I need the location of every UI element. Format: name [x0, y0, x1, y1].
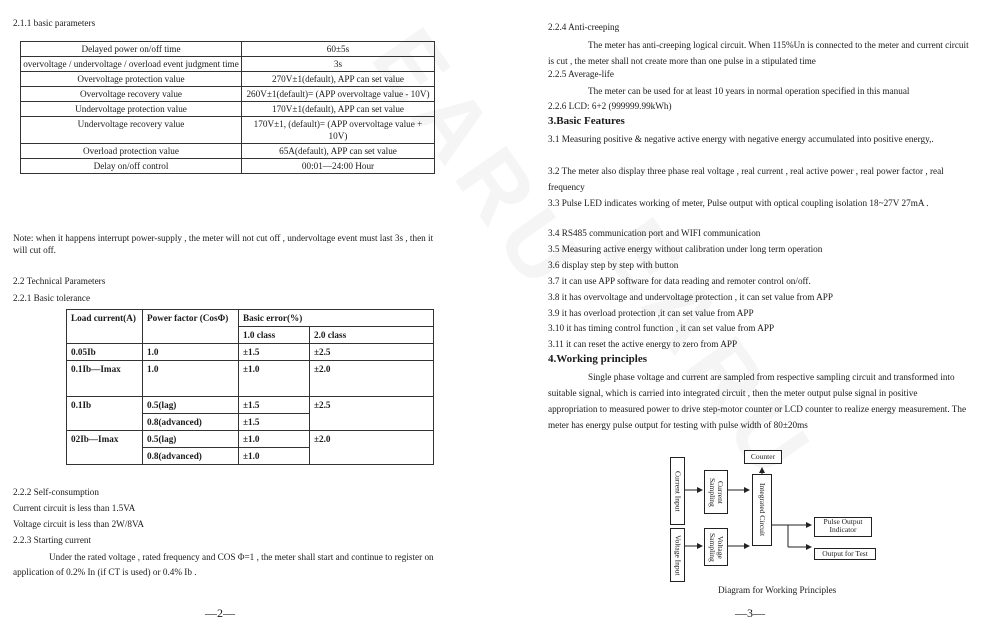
basic-parameters-table: [20, 41, 435, 174]
table-cell: ±1.0: [239, 361, 310, 397]
table-cell: 0.5(lag): [143, 431, 239, 448]
table-cell: 0.5(lag): [143, 397, 239, 414]
table-cell: 00:01—24:00 Hour: [242, 159, 435, 174]
table-cell: 0.05Ib: [67, 344, 143, 361]
table-header: 2.0 class: [310, 327, 434, 344]
heading-basic-features: 3.Basic Features: [548, 115, 625, 127]
diagram-caption: Diagram for Working Principles: [718, 585, 837, 595]
table-header: Load current(A): [67, 310, 143, 344]
table-cell: ±1.5: [239, 397, 310, 414]
right-page: [530, 0, 1000, 625]
body-text: The meter can be used for at least 10 years in normal operation specified in this manual: [588, 86, 910, 96]
table-header: 1.0 class: [239, 327, 310, 344]
basic-tolerance-table: [66, 309, 434, 465]
table-cell: 65A(default), APP can set value: [242, 144, 435, 159]
body-text: The meter has anti-creeping logical circuit. When 115%Un is connected to the meter and current circuit is cut , the meter shall not create more than one pulse in a stipulated time: [548, 40, 969, 66]
feature-item: 3.4 RS485 communication port and WIFI communication: [548, 228, 761, 238]
table-row: [67, 310, 434, 327]
table-cell: Delay on/off control: [21, 159, 242, 174]
body-text: Voltage circuit is less than 2W/8VA: [13, 519, 145, 529]
feature-item: 3.7 it can use APP software for data reading and remoter control on/off.: [548, 276, 811, 286]
section-heading: 2.1.1 basic parameters: [13, 18, 96, 28]
table-row: [21, 102, 435, 117]
table-header: Basic error(%): [239, 310, 434, 327]
table-cell: ±2.5: [310, 344, 434, 361]
table-cell: Undervoltage recovery value: [21, 117, 242, 144]
table-cell: ±1.5: [239, 414, 310, 431]
table-cell: 3s: [242, 57, 435, 72]
table-cell: 0.8(advanced): [143, 448, 239, 465]
feature-item: 3.2 The meter also display three phase real voltage , real current , real active power , real power factor , real frequency: [548, 166, 944, 192]
diagram-voltage-input: Voltage Input: [670, 528, 685, 582]
table-cell: 0.1Ib—Imax: [67, 361, 143, 397]
section-heading: 2.2.1 Basic tolerance: [13, 293, 91, 303]
table-cell: 260V±1(default)= (APP overvoltage value - 10V): [242, 87, 435, 102]
table-cell: 170V±1, (default)= (APP overvoltage value + 10V): [242, 117, 435, 144]
table-cell: 170V±1(default), APP can set value: [242, 102, 435, 117]
table-row: [21, 159, 435, 174]
page-number: —2—: [205, 606, 235, 620]
table-row: [21, 57, 435, 72]
section-heading: 2.2.2 Self-consumption: [13, 487, 99, 497]
table-cell: 60±5s: [242, 42, 435, 57]
left-page: [0, 0, 470, 625]
table-cell: ±1.0: [239, 448, 310, 465]
table-cell: Overvoltage protection value: [21, 72, 242, 87]
table-cell: 0.8(advanced): [143, 414, 239, 431]
feature-item: 3.9 it has overload protection ,it can set value from APP: [548, 308, 754, 318]
table-cell: Overload protection value: [21, 144, 242, 159]
table-cell: ±1.5: [239, 344, 310, 361]
table-cell: 0.1Ib: [67, 397, 143, 431]
table-row: [67, 431, 434, 448]
body-text: Current circuit is less than 1.5VA: [13, 503, 136, 513]
section-heading: 2.2.3 Starting current: [13, 535, 92, 545]
body-text: Single phase voltage and current are sampled from respective sampling circuit and transformed into suitable signal, which is carried into integrated circuit , then the meter output pulse signal in positive appropriation to measured power to drive step-motor counter or LCD counter to realize energy measurement. The meter has energy pulse output for testing with pulse width of 80±20ms: [548, 372, 967, 430]
section-heading: 2.2.4 Anti-creeping: [548, 22, 620, 32]
body-text: Under the rated voltage , rated frequency and COS Φ=1 , the meter shall start and continue to register on application of 0.2% In (if CT is used) or 0.4% Ib .: [13, 552, 434, 577]
table-cell: ±2.5: [310, 397, 434, 431]
heading-working-principles: 4.Working principles: [548, 353, 648, 365]
table-cell: 1.0: [143, 361, 239, 397]
feature-item: 3.8 it has overvoltage and undervoltage protection , it can set value from APP: [548, 292, 833, 302]
feature-item: 3.5 Measuring active energy without calibration under long term operation: [548, 244, 823, 254]
table-header: Power factor (CosΦ): [143, 310, 239, 344]
page-number: —3—: [735, 606, 765, 620]
table-cell: overvoltage / undervoltage / overload event judgment time: [21, 57, 242, 72]
table-cell: 02Ib—Imax: [67, 431, 143, 465]
table-row: [21, 87, 435, 102]
feature-item: 3.1 Measuring positive & negative active energy with negative energy accumulated into positive energy,.: [548, 134, 934, 144]
table-cell: Undervoltage protection value: [21, 102, 242, 117]
diagram-output-test: Output for Test: [814, 548, 876, 560]
diagram-voltage-sampling: Voltage Sampling: [704, 528, 728, 566]
table-row: [21, 42, 435, 57]
table-cell: 1.0: [143, 344, 239, 361]
note-text: Note: when it happens interrupt power-supply , the meter will not cut off , undervoltage event must last 3s , then it will cut off.: [13, 233, 434, 255]
table-cell: ±2.0: [310, 431, 434, 465]
table-cell: ±2.0: [310, 361, 434, 397]
table-cell: Overvoltage recovery value: [21, 87, 242, 102]
diagram-pulse-output: Pulse Output Indicator: [814, 517, 872, 537]
table-row: [21, 144, 435, 159]
feature-item: 3.10 it has timing control function , it can set value from APP: [548, 323, 775, 333]
table-cell: ±1.0: [239, 431, 310, 448]
feature-item: 3.11 it can reset the active energy to zero from APP: [548, 339, 738, 349]
feature-item: 3.6 display step by step with button: [548, 260, 679, 270]
diagram-counter: Counter: [744, 450, 782, 464]
section-heading: 2.2.6 LCD: 6+2 (999999.99kWh): [548, 101, 672, 111]
table-row: [21, 72, 435, 87]
section-heading: 2.2.5 Average-life: [548, 69, 614, 79]
table-row: [67, 344, 434, 361]
feature-item: 3.3 Pulse LED indicates working of meter, Pulse output with optical coupling isolation 18~27V 27mA .: [548, 198, 929, 208]
table-cell: Delayed power on/off time: [21, 42, 242, 57]
section-heading: 2.2 Technical Parameters: [13, 276, 106, 286]
diagram-current-sampling: Current Sampling: [704, 470, 728, 514]
diagram-current-input: Current Input: [670, 457, 685, 525]
table-row: [67, 397, 434, 414]
diagram-integrated-circuit: Integrated Circuit: [752, 474, 772, 546]
table-row: [67, 361, 434, 397]
table-cell: 270V±1(default), APP can set value: [242, 72, 435, 87]
table-row: [21, 117, 435, 144]
